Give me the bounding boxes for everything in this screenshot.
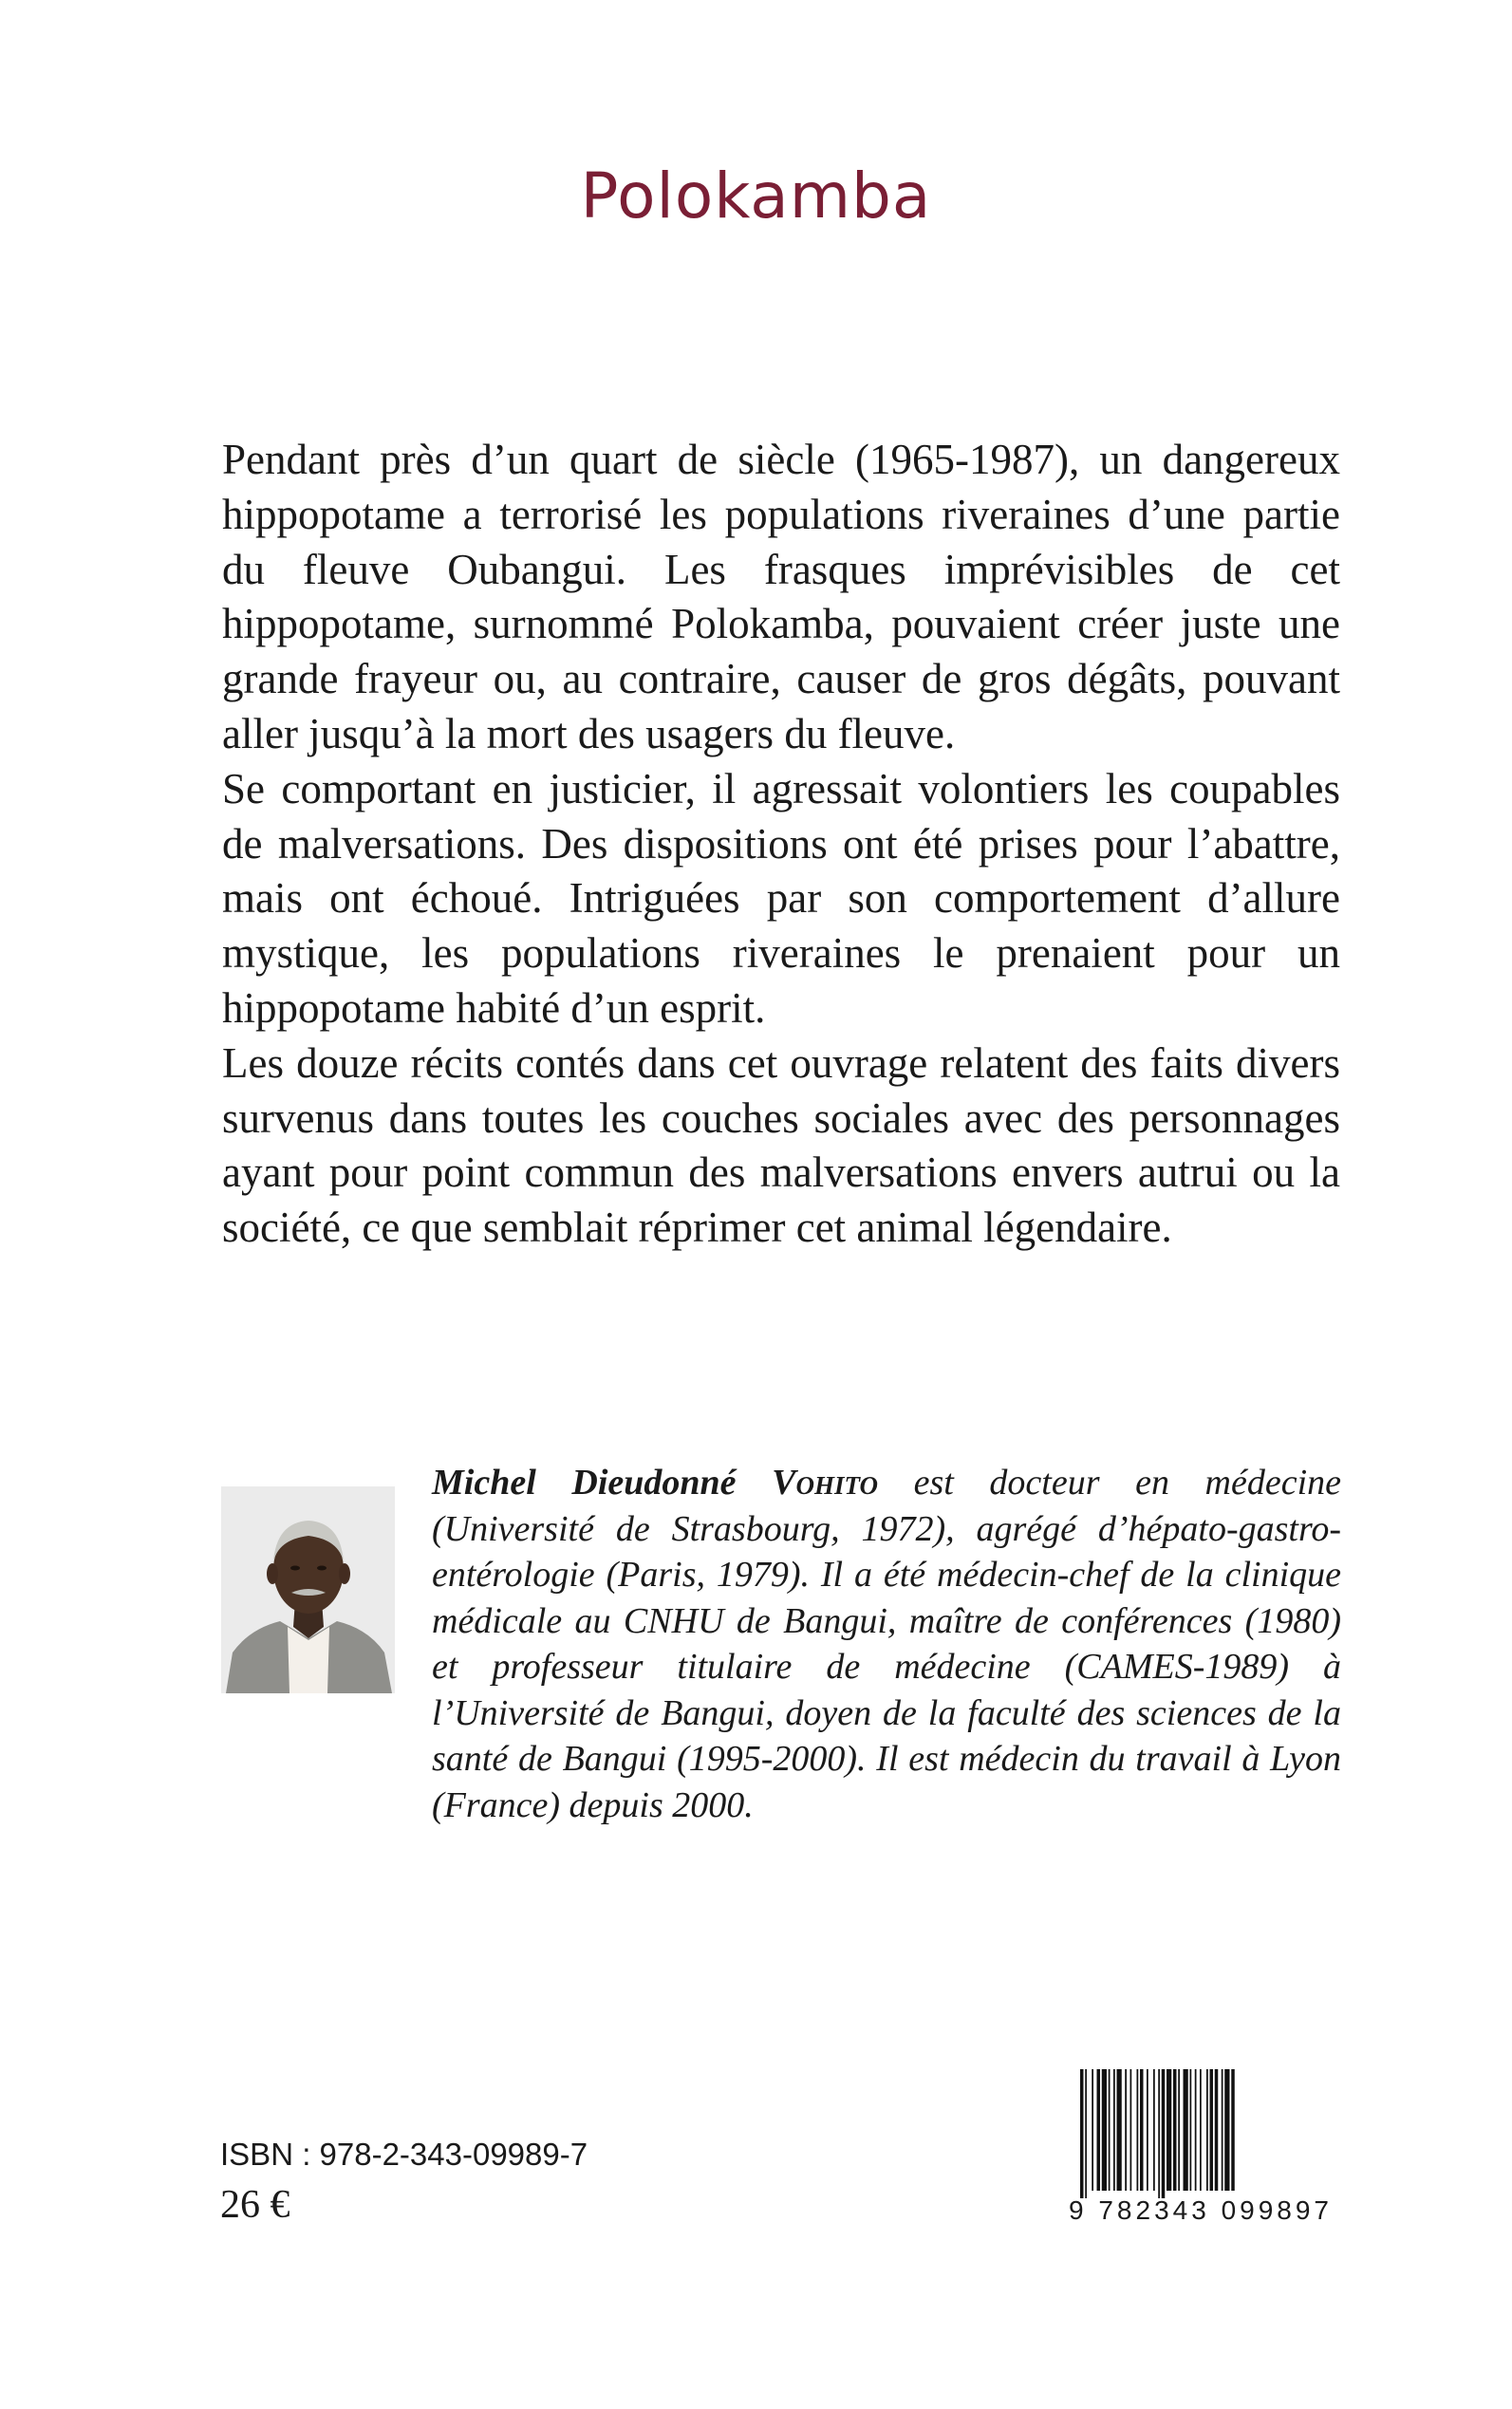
barcode-bar	[1224, 2069, 1229, 2191]
barcode-bar	[1167, 2069, 1171, 2191]
barcode-digits: 9 782343 099897	[1069, 2195, 1333, 2225]
barcode-bar	[1117, 2069, 1122, 2191]
barcode-bar	[1190, 2069, 1192, 2191]
barcode-bars-icon	[1065, 2065, 1336, 2198]
barcode-bar	[1178, 2069, 1180, 2191]
barcode-bar	[1206, 2069, 1208, 2191]
author-name: Michel Dieudonné	[432, 1463, 737, 1503]
isbn: ISBN : 978-2-343-09989-7	[220, 2137, 588, 2172]
barcode-bar	[1210, 2069, 1214, 2191]
barcode-bar	[1222, 2069, 1223, 2191]
price: 26 €	[220, 2183, 290, 2227]
barcode-bar	[1215, 2069, 1219, 2191]
barcode-bar	[1162, 2069, 1166, 2198]
author-portrait-icon	[221, 1486, 395, 1693]
barcode-bar	[1102, 2069, 1107, 2191]
barcode-bar	[1173, 2069, 1177, 2191]
barcode-bar	[1130, 2069, 1132, 2191]
barcode-bar	[1080, 2069, 1084, 2198]
blurb-paragraph-1: Pendant près d’un quart de siècle (1965-1987), un dangereux hippopotame a terrorisé les populations riveraines d’une partie du fleuve Oubangui. Les frasques imprévisibles de cet hippopotame, surnommé Polokamba, pouvaient créer juste une grande frayeur ou, au contraire, causer de gros dégâts, pouvant aller jusqu’à la mort des usagers du fleuve.	[222, 436, 1340, 757]
barcode	[1065, 2065, 1336, 2227]
barcode-bar	[1109, 2069, 1111, 2191]
author-surname: Vohito	[772, 1463, 878, 1503]
barcode-bar	[1158, 2069, 1160, 2198]
barcode-bar	[1137, 2069, 1139, 2191]
barcode-bar	[1085, 2069, 1087, 2198]
blurb-text	[222, 433, 1340, 1256]
blurb-paragraph-2: Se comportant en justicier, il agressait volontiers les coupables de malversations. Des dispositions ont été prises pour l’abattre, mais ont échoué. Intriguées par son comportement d’allure mystique, les populations riveraines le prenaient pour un hippopotame habité d’un esprit.	[222, 764, 1340, 1032]
barcode-bar	[1113, 2069, 1115, 2191]
barcode-bar	[1200, 2069, 1202, 2191]
barcode-bar	[1231, 2069, 1235, 2191]
author-bio	[432, 1460, 1341, 1828]
barcode-bar	[1153, 2069, 1155, 2191]
barcode-bar	[1140, 2069, 1144, 2191]
book-title: Polokamba	[580, 159, 932, 233]
author-photo	[221, 1486, 395, 1693]
barcode-bar	[1147, 2069, 1148, 2191]
barcode-bar	[1092, 2069, 1093, 2191]
barcode-bar	[1195, 2069, 1197, 2191]
author-bio-text: est docteur en médecine (Université de Strasbourg, 1972), agrégé d’hépato-gastro-entérologie (Paris, 1979). Il a été médecin-chef de la clinique médicale au CNHU de Bangui, maître de conférences (1980) et professeur titulaire de médecine (CAMES-1989) à l’Université de Bangui, doyen de la faculté des sciences de la santé de Bangui (1995-2000). Il est médecin du travail à Lyon (France) depuis 2000.	[432, 1463, 1342, 1825]
barcode-bar	[1125, 2069, 1127, 2191]
barcode-bar	[1097, 2069, 1101, 2191]
barcode-bar	[1184, 2069, 1188, 2191]
blurb-paragraph-3: Les douze récits contés dans cet ouvrage relatent des faits divers survenus dans toutes les couches sociales avec des personnages ayant pour point commun des malversations envers autrui ou la société, ce que semblait réprimer cet animal légendaire.	[222, 1038, 1340, 1252]
